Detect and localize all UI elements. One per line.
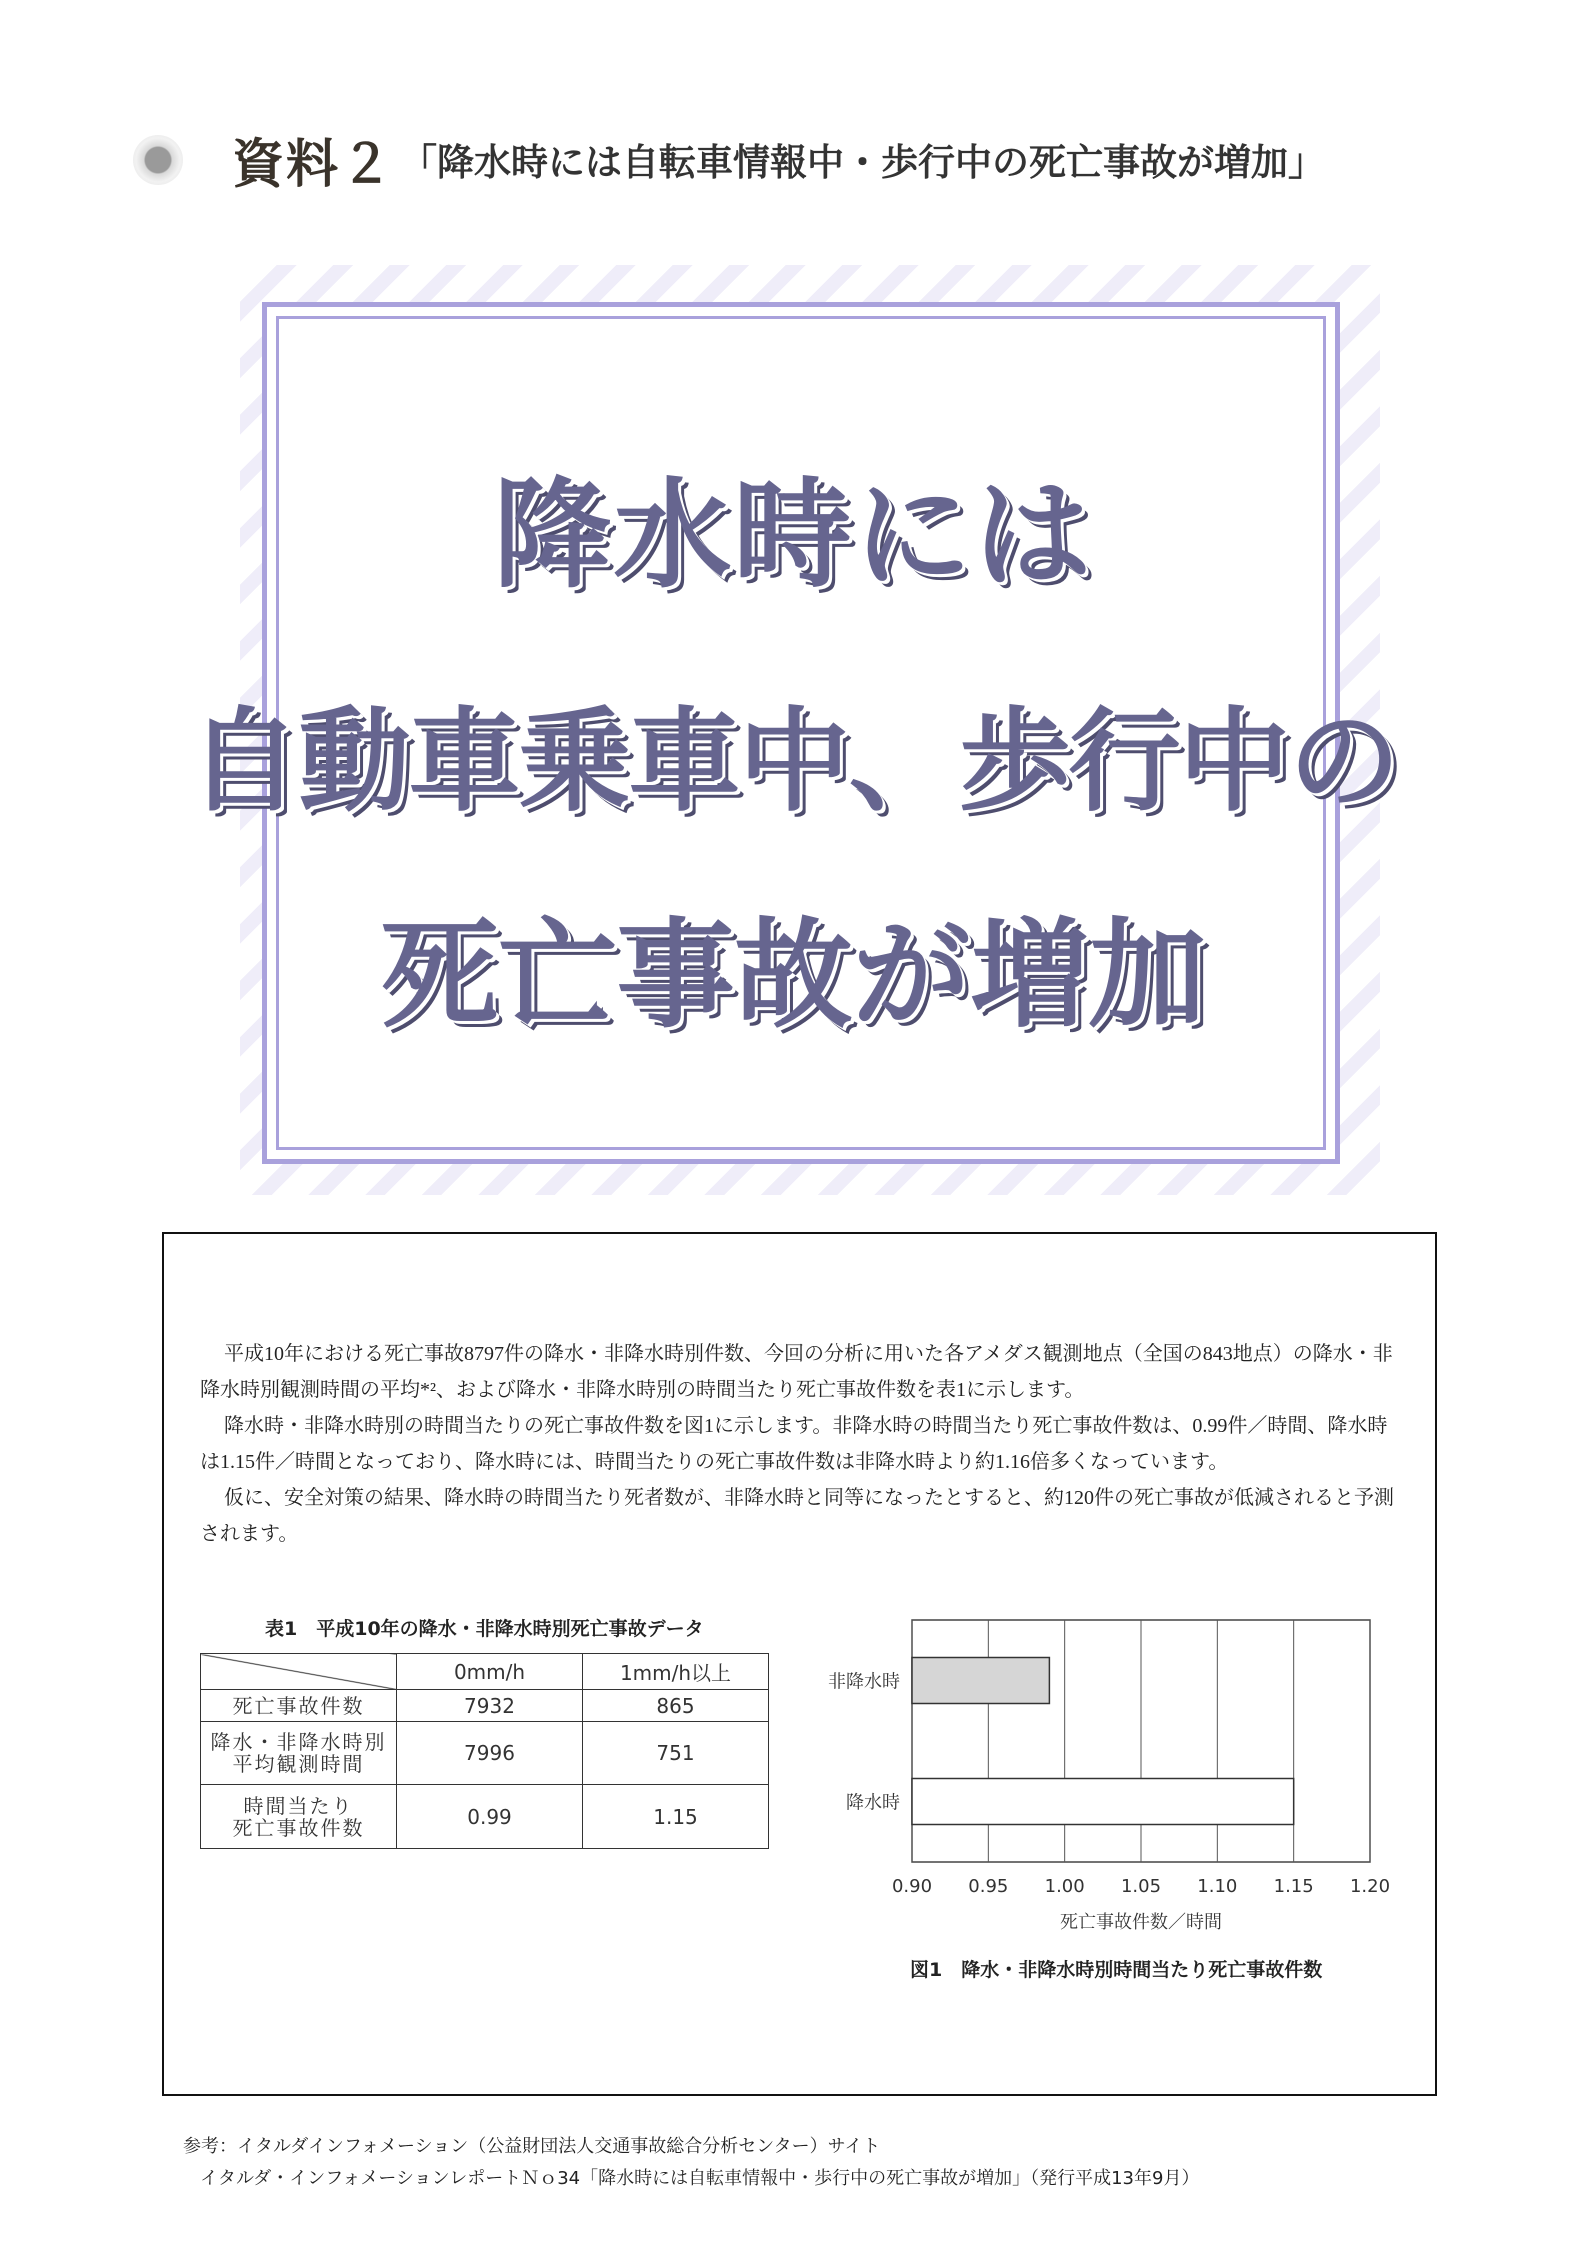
- document-title: 「降水時には自転車情報中・歩行中の死亡事故が増加」: [400, 141, 1325, 184]
- table-cell: 7932: [397, 1690, 583, 1722]
- poster-headline-line1: 降水時には: [493, 466, 1094, 604]
- chart-caption: 図1 降水・非降水時別時間当たり死亡事故件数: [910, 1959, 1323, 1981]
- document-number: 資料２: [232, 135, 395, 195]
- chart-category-label: 降水時: [846, 1792, 900, 1814]
- reference-line-2: イタルダ・インフォメーションレポートＮｏ34「降水時には自転車情報中・歩行中の死亡事故が増加」（発行平成13年9月）: [200, 2168, 1200, 2189]
- table-row: [201, 1785, 769, 1849]
- table-row-label: 降水・非降水時別 平均観測時間: [201, 1722, 397, 1785]
- body-paragraph-1: 平成10年における死亡事故8797件の降水・非降水時別件数、今回の分析に用いた各アメダス観測地点（全国の843地点）の降水・非降水時別観測時間の平均*²、および降水・非降水時別の時間当たり死亡事故件数を表1に示します。: [200, 1343, 1393, 1401]
- chart-tick-label: 1.20: [1349, 1876, 1391, 1897]
- table-corner-cell: [201, 1654, 397, 1690]
- table-cell: 865: [583, 1690, 769, 1722]
- chart-tick-label: 1.15: [1273, 1876, 1314, 1897]
- poster-headline-line2: 自動車乗車中、歩行中の: [188, 697, 1399, 827]
- table-row: [201, 1690, 769, 1722]
- table-header-row: [201, 1654, 769, 1690]
- table-header-cell: 1mm/h以上: [583, 1654, 769, 1690]
- body-text: [200, 1336, 1400, 1552]
- table-row-label: 時間当たり 死亡事故件数: [201, 1785, 397, 1849]
- bar-chart: [800, 1600, 1400, 1940]
- bullet-icon: [133, 135, 183, 185]
- chart-tick-label: 0.95: [968, 1876, 1009, 1897]
- chart-bar: [912, 1779, 1294, 1825]
- chart-tick-label: 1.05: [1120, 1876, 1162, 1897]
- body-paragraph-3: 仮に、安全対策の結果、降水時の時間当たり死者数が、非降水時と同等になったとすると、約120件の死亡事故が低減されると予測されます。: [200, 1487, 1394, 1545]
- table-cell: 751: [583, 1722, 769, 1785]
- poster-headline-line3: 死亡事故が増加: [380, 906, 1207, 1044]
- table-row-label: 死亡事故件数: [201, 1690, 397, 1722]
- chart-tick-label: 1.00: [1044, 1876, 1085, 1897]
- body-paragraph-2: 降水時・非降水時別の時間当たりの死亡事故件数を図1に示します。非降水時の時間当たり死亡事故件数は、0.99件／時間、降水時は1.15件／時間となっており、降水時には、時間当たりの死亡事故件数は非降水時より約1.16倍多くなっています。: [200, 1415, 1388, 1473]
- chart-tick-label: 1.10: [1197, 1876, 1238, 1897]
- data-table: [200, 1653, 769, 1849]
- chart-x-axis-label: 死亡事故件数／時間: [1060, 1912, 1222, 1933]
- table-cell: 1.15: [583, 1785, 769, 1849]
- table-header-cell: 0mm/h: [397, 1654, 583, 1690]
- reference-line-1: 参考：イタルダインフォメーション（公益財団法人交通事故総合分析センター）サイト: [183, 2136, 881, 2157]
- chart-category-label: 非降水時: [828, 1671, 900, 1693]
- chart-tick-label: 0.90: [891, 1876, 933, 1897]
- table-row: [201, 1722, 769, 1785]
- chart-bar: [912, 1658, 1049, 1704]
- table-caption: 表1 平成10年の降水・非降水時別死亡事故データ: [265, 1618, 704, 1640]
- table-cell: 7996: [397, 1722, 583, 1785]
- table-cell: 0.99: [397, 1785, 583, 1849]
